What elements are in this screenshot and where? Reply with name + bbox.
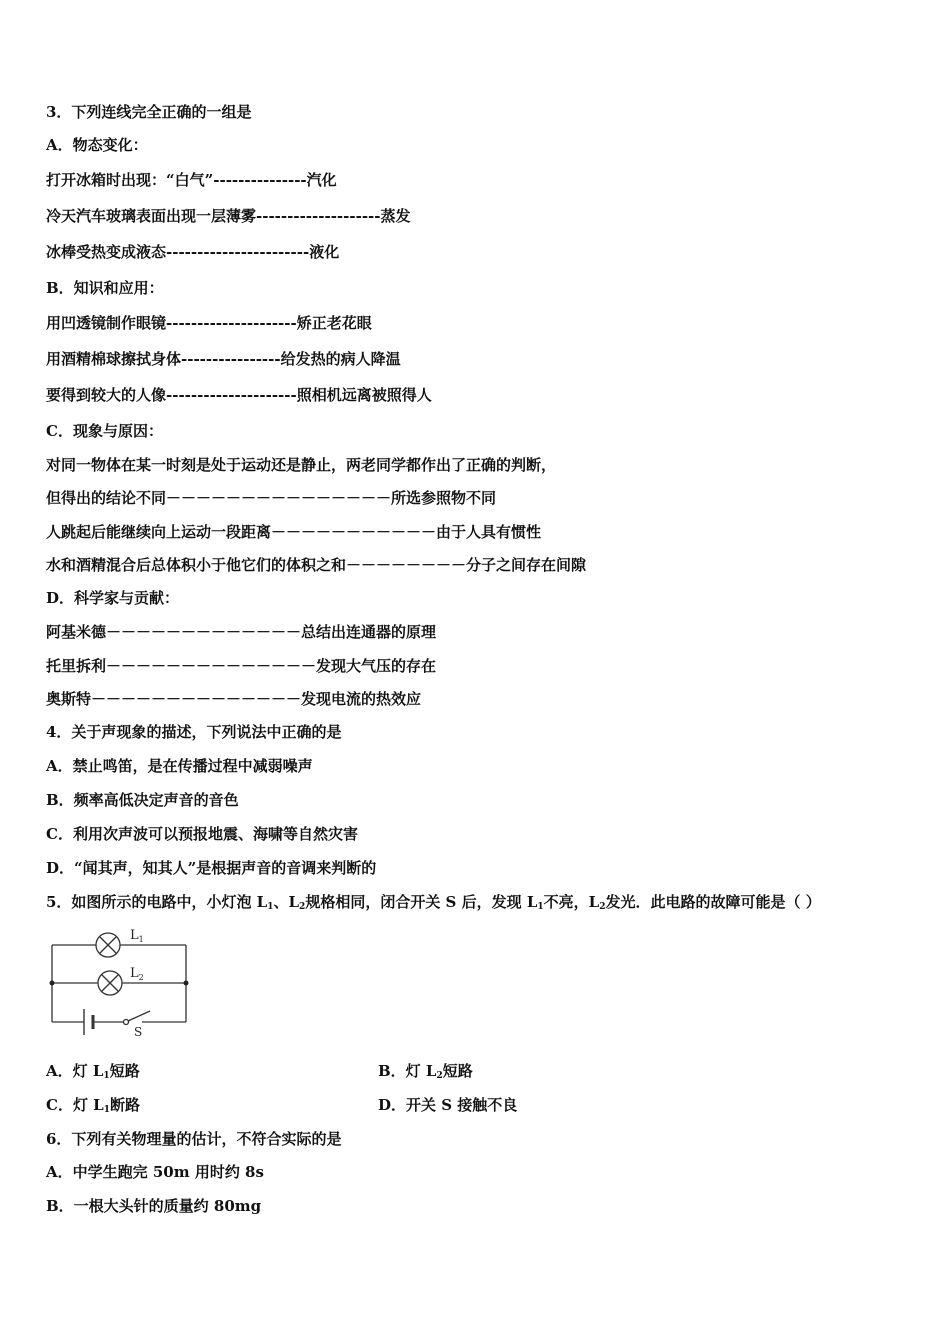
q3-option-d-heading: D．科学家与贡献： (46, 589, 180, 607)
q5-stem-part-2: 、L (273, 893, 300, 911)
q3-a-line-2: 冷天汽车玻璃表面出现一层薄雾--------------------蒸发 (46, 207, 411, 225)
lamp-l1-label: $L_1$ (130, 928, 144, 944)
q5-stem-sub-1: 1 (267, 902, 274, 912)
junction-left-dot (50, 981, 55, 986)
q5-stem (46, 892, 821, 917)
q4-option-b: B．频率高低决定声音的音色 (46, 791, 239, 809)
q3-option-a-heading: A．物态变化： (46, 136, 148, 154)
switch-label: S (134, 1025, 143, 1037)
q3-c-line-1: 对同一物体在某一时刻是处于运动还是静止，两老同学都作出了正确的判断， (46, 456, 557, 474)
q5-option-b: B．灯 $L_2$短路 (378, 1062, 473, 1081)
q5-option-d: D．开关 S 接触不良 (378, 1096, 518, 1114)
q3-b-line-2: 用酒精棉球擦拭身体----------------给发热的病人降温 (46, 350, 401, 368)
q3-d-line-2: 托里拆利－－－－－－－－－－－－－－发现大气压的存在 (46, 657, 437, 675)
q3-stem: 3．下列连线完全正确的一组是 (46, 103, 252, 121)
q3-b-line-1: 用凹透镜制作眼镜---------------------矫正老花眼 (46, 314, 372, 332)
q4-option-a: A．禁止鸣笛，是在传播过程中减弱噪声 (46, 757, 313, 775)
q5-stem-part-4: 不亮，L (543, 893, 600, 911)
q5-option-a: A．灯 $L_1$短路 (46, 1062, 140, 1081)
q3-c-line-4: 水和酒精混合后总体积小于他它们的体积之和－－－－－－－－分子之间存在间隙 (46, 556, 587, 574)
junction-right-dot (184, 981, 189, 986)
q6-stem: 6．下列有关物理量的估计，不符合实际的是 (46, 1130, 342, 1148)
q3-d-line-3: 奥斯特－－－－－－－－－－－－－－发现电流的热效应 (46, 690, 422, 708)
q4-option-d: D．“闻其声，知其人”是根据声音的音调来判断的 (46, 859, 377, 877)
q3-b-line-3: 要得到较大的人像---------------------照相机远离被照得人 (46, 386, 432, 404)
q6-option-b: B．一根大头针的质量约 80mg (46, 1197, 262, 1215)
q3-d-line-1: 阿基米德－－－－－－－－－－－－－总结出连通器的原理 (46, 623, 437, 641)
q3-option-c-heading: C．现象与原因： (46, 422, 163, 440)
q5-stem-part-5: 发光．此电路的故障可能是（ ） (605, 893, 821, 911)
q3-c-line-3: 人跳起后能继续向上运动一段距离－－－－－－－－－－－由于人具有惯性 (46, 523, 542, 541)
lamp-l2-icon (98, 971, 122, 995)
q5-stem-sub-2: 2 (299, 902, 306, 912)
q3-c-line-2: 但得出的结论不同－－－－－－－－－－－－－－－所选参照物不同 (46, 489, 497, 507)
q3-a-line-1: 打开冰箱时出现：“白气”---------------汽化 (46, 171, 337, 189)
q5-stem-part-3: 规格相同，闭合开关 S 后，发现 L (305, 893, 538, 911)
q5-stem-sub-3: 1 (537, 902, 544, 912)
q3-option-b-heading: B．知识和应用： (46, 279, 164, 297)
q5-option-c: C．灯 $L_1$断路 (46, 1096, 140, 1115)
q5-stem-part-1: 5．如图所示的电路中，小灯泡 L (46, 893, 268, 911)
lamp-l2-label: $L_2$ (130, 966, 144, 982)
q4-option-c: C．利用次声波可以预报地震、海啸等自然灾害 (46, 825, 358, 843)
lamp-l1-icon (96, 933, 120, 957)
battery-icon (84, 1009, 93, 1035)
q3-a-line-3: 冰棒受热变成液态-----------------------液化 (46, 243, 340, 261)
circuit-diagram (46, 925, 196, 1037)
q5-stem-sub-4: 2 (599, 902, 606, 912)
q4-stem: 4．关于声现象的描述，下列说法中正确的是 (46, 723, 342, 741)
q6-option-a: A．中学生跑完 50m 用时约 8s (46, 1163, 264, 1181)
